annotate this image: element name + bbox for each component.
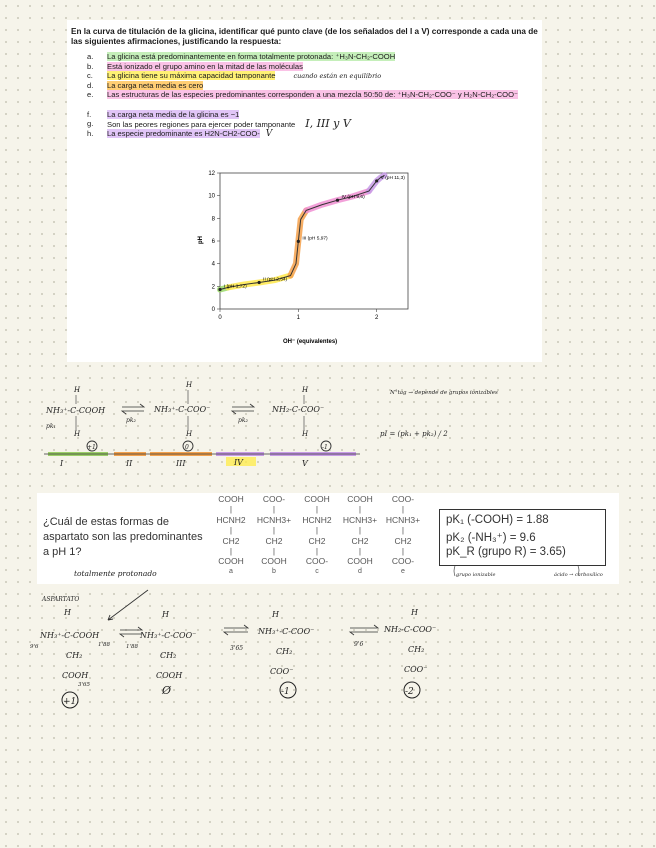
statement-letter: h. xyxy=(87,128,94,138)
statement-text: Está ionizado el grupo amino en la mitad de las moléculas xyxy=(107,61,303,71)
statement-c xyxy=(87,71,537,81)
glycine-species-cationic: NH₃⁺-C-COOH xyxy=(46,406,106,415)
problem-title: En la curva de titulación de la glicina, identificar qué punto clave (de los señalados del I a V) corresponde a cada una de las siguientes afirmaciones, justificando la respuesta: xyxy=(71,27,538,46)
handwritten-note-c: cuando están en equilibrio xyxy=(293,72,382,81)
x-axis-label: OH⁻ (equivalentes) xyxy=(283,339,338,345)
handwritten-note-h: V xyxy=(265,128,273,139)
key-point-marker xyxy=(297,240,300,243)
key-point-label: IV (pH 9,6) xyxy=(341,195,365,201)
charge-label: +1 xyxy=(87,444,96,451)
pk-label: pk₂ xyxy=(238,417,248,424)
key-point-marker xyxy=(375,179,378,182)
pk-label: 3'65 xyxy=(230,645,244,652)
svg-text:CH₂: CH₂ xyxy=(66,651,83,660)
pk2-value: pK₂ (-NH₃⁺) = 9.6 xyxy=(446,532,536,544)
pi-formula: pI = (pk₁ + pk₂) / 2 xyxy=(380,430,448,438)
pkr-value: pK_R (grupo R) = 3.65) xyxy=(446,546,566,558)
h-mark: H xyxy=(186,381,193,389)
note-totalmente-protonado: totalmente protonado xyxy=(74,569,157,578)
region-label: III xyxy=(176,459,186,468)
svg-text:COO⁻: COO⁻ xyxy=(270,667,294,676)
y-tick-label: 0 xyxy=(211,307,215,313)
y-tick-label: 10 xyxy=(208,193,215,200)
aspartate-handwritten-notes xyxy=(0,560,656,720)
svg-text:NH₃⁺-C-COO⁻: NH₃⁺-C-COO⁻ xyxy=(258,627,315,636)
statement-letter: e. xyxy=(87,90,94,100)
statement-e xyxy=(87,90,537,109)
aspartate-form-a[interactable]: COOH | HCNH2 | CH2 | COOH a xyxy=(216,494,246,575)
pk-label: 3'65 xyxy=(78,682,91,688)
y-tick-label: 2 xyxy=(211,284,215,291)
y-tick-label: 12 xyxy=(208,171,215,177)
x-tick-label: 1 xyxy=(296,315,301,321)
pk-label: 1'88 xyxy=(98,642,111,648)
glycine-species-anionic: NH₂-C-COO⁻ xyxy=(272,405,325,414)
pk-values-box xyxy=(439,509,606,566)
statement-g xyxy=(87,119,537,129)
svg-text:CH₂: CH₂ xyxy=(276,647,293,656)
side-note-ionizable: N°tag → depende de grupos ionizables xyxy=(390,390,498,396)
svg-text:COO⁻: COO⁻ xyxy=(404,665,428,674)
glycine-species-zwitterion: NH₃⁺-C-COO⁻ xyxy=(154,405,211,414)
key-point-label: V (pH 11,3) xyxy=(380,175,405,181)
statement-b xyxy=(87,62,537,72)
region-label: I xyxy=(60,459,64,468)
charge-label: -1 xyxy=(281,687,290,697)
pk-label: pk₂ xyxy=(126,417,136,424)
pk-label: pk₁ xyxy=(46,423,56,430)
x-axis-ticks xyxy=(218,309,379,321)
aspartate-form-d[interactable]: COOH | HCNH3+ | CH2 | COOH d xyxy=(342,494,378,575)
svg-text:H: H xyxy=(162,610,169,619)
pk-label: 1'88 xyxy=(126,644,139,650)
statement-text: La especie predominante es H2N-CH2-COO- xyxy=(107,128,260,138)
svg-text:CH₂: CH₂ xyxy=(408,645,425,654)
h-mark: H xyxy=(302,386,309,394)
handwritten-note-g: I, III y V xyxy=(305,117,351,131)
x-tick-label: 2 xyxy=(374,315,379,321)
statement-letter: g. xyxy=(87,119,94,129)
glycine-handwritten-notes xyxy=(0,370,656,480)
key-point-label: II (pH 2,34) xyxy=(263,277,288,283)
pk-label: 9'6 xyxy=(30,644,39,650)
region-label: II xyxy=(126,459,133,468)
arrow-icon xyxy=(108,590,148,620)
svg-text:NH₃⁺-C-COOH: NH₃⁺-C-COOH xyxy=(40,631,100,640)
charge-label: -2 xyxy=(405,687,414,697)
y-tick-label: 8 xyxy=(211,216,215,223)
x-tick-label: 0 xyxy=(218,315,222,321)
statement-text: La carga neta media es cero xyxy=(107,80,204,90)
pk1-value: pK₁ (-COOH) = 1.88 xyxy=(446,514,549,526)
statement-a xyxy=(87,52,537,62)
svg-text:H: H xyxy=(64,608,71,617)
titration-chart xyxy=(195,168,420,348)
charge-label: Ø xyxy=(162,684,172,697)
aspartate-form-c[interactable]: COOH | HCNH2 | CH2 | COO- c xyxy=(302,494,332,575)
key-point-marker xyxy=(258,281,261,284)
h-mark: H xyxy=(186,430,193,438)
region-label: IV xyxy=(234,458,243,467)
svg-text:COOH: COOH xyxy=(62,671,89,680)
h-mark: H xyxy=(302,430,309,438)
statement-text: Son las peores regiones para ejercer poder tamponante xyxy=(107,120,296,130)
region-label: V xyxy=(302,459,308,468)
h-mark: H xyxy=(74,386,81,394)
svg-text:NH₂-C-COO⁻: NH₂-C-COO⁻ xyxy=(384,625,437,634)
svg-text:H: H xyxy=(272,610,279,619)
statement-text: La glicina está predominantemente en forma totalmente protonada: ⁺H₃N-CH₂-COOH xyxy=(107,52,396,61)
statement-letter: f. xyxy=(87,109,92,119)
y-tick-label: 4 xyxy=(211,261,215,268)
aspartato-label: ASPARTATO xyxy=(42,596,80,603)
statement-h xyxy=(87,129,537,139)
svg-text:COOH: COOH xyxy=(156,671,183,680)
note-acido-carboxilico: ácido → carboxílico xyxy=(554,572,603,578)
svg-text:NH₃⁺-C-COO⁻: NH₃⁺-C-COO⁻ xyxy=(140,631,197,640)
statement-d xyxy=(87,81,537,91)
y-axis-label: pH xyxy=(198,236,204,244)
statement-letter: b. xyxy=(87,61,94,71)
problem-card xyxy=(67,20,542,362)
pk-label: 9'6 xyxy=(354,641,364,648)
aspartate-question: ¿Cuál de estas formas de aspartato son las predominantes a pH 1? xyxy=(43,516,203,558)
statement-letter: c. xyxy=(87,71,93,81)
key-point-marker xyxy=(336,199,339,202)
statement-text: La glicina tiene su máxima capacidad tamponante xyxy=(107,71,276,81)
statement-text: La carga neta media de la glicina es −1 xyxy=(107,109,240,119)
y-tick-label: 6 xyxy=(211,239,215,245)
key-point-label: I (pH 1,72) xyxy=(224,284,247,290)
charge-label: +1 xyxy=(63,697,77,707)
svg-text:CH₂: CH₂ xyxy=(160,651,177,660)
svg-text:H: H xyxy=(411,608,418,617)
aspartate-form-b[interactable]: COO- | HCNH3+ | CH2 | COOH b xyxy=(256,494,292,575)
statement-letter: a. xyxy=(87,52,94,61)
statement-letter: d. xyxy=(87,80,94,90)
charge-label: 0 xyxy=(185,444,189,451)
aspartate-form-e[interactable]: COO- | HCNH3+ | CH2 | COO- e xyxy=(385,494,421,575)
statement-text: Las estructuras de las especies predominantes corresponden a una mezcla 50:50 de: ⁺H₃N-CH₂-COO⁻ y H₂N-CH₂-COO⁻ xyxy=(107,90,518,100)
key-point-label: III (pH 5,97) xyxy=(302,236,328,242)
h-mark: H xyxy=(74,430,81,438)
key-point-marker xyxy=(218,288,221,291)
statement-list xyxy=(87,52,537,138)
charge-label: -1 xyxy=(322,444,328,451)
note-grupo-ionizable: grupo ionizable xyxy=(456,572,496,578)
